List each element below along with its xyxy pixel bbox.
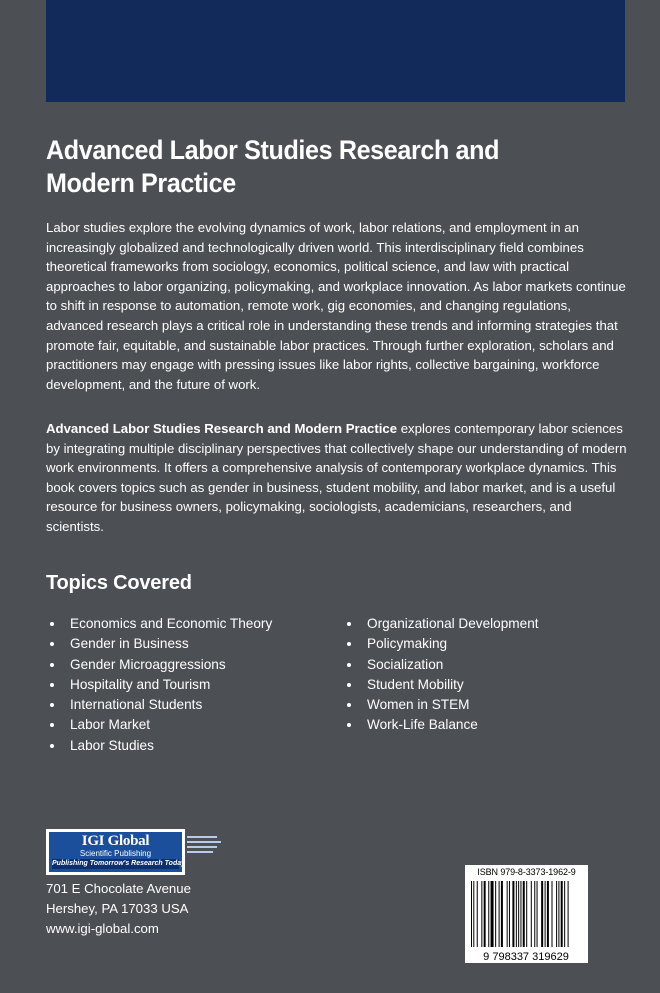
barcode-bar [516, 881, 517, 947]
barcode-bar [531, 881, 532, 947]
topic-item: Economics and Economic Theory [46, 614, 272, 634]
barcode-bars [465, 879, 588, 963]
description-body: explores contemporary labor sciences by integrating multiple disciplinary perspectives that collectively shape our understanding of modern work environments. It offers a comprehensive analysis of contemporary workplace dynamics. This book covers topics such as gender in business, student mobility, and labor market, and is a useful resource for business owners, policymaking, sociologists, academicians, researchers, and scientists. [46, 421, 627, 534]
barcode-bar [520, 881, 521, 947]
publisher-tagline: Publishing Tomorrow's Research Today [52, 860, 186, 867]
top-color-band [46, 0, 625, 102]
description-book-title: Advanced Labor Studies Research and Modern Practice [46, 421, 398, 436]
topic-item: Student Mobility [343, 675, 539, 695]
book-title: Advanced Labor Studies Research and Modern Practice [46, 135, 500, 198]
barcode-bar [561, 881, 563, 947]
barcode-bar [523, 881, 525, 947]
topic-item: Hospitality and Tourism [46, 675, 272, 695]
topic-item: Gender in Business [46, 634, 272, 654]
barcode-bar [477, 881, 478, 947]
barcode-bar [488, 881, 489, 947]
publisher-subtitle: Scientific Publishing [79, 849, 152, 858]
topic-item: Labor Market [46, 715, 272, 735]
description-paragraph-2 [46, 419, 628, 537]
topic-item: Organizational Development [343, 614, 539, 634]
barcode-bar [534, 881, 535, 947]
address-street: 701 E Chocolate Avenue [46, 881, 191, 896]
barcode-bar [568, 881, 569, 947]
barcode-bar [564, 881, 565, 947]
publisher-name: IGI Global [81, 833, 150, 849]
barcode-bar [547, 881, 549, 947]
topic-item: Women in STEM [343, 695, 539, 715]
barcode-bar [552, 881, 553, 947]
publisher-logo [46, 829, 216, 877]
barcode-bar [512, 881, 514, 947]
barcode-bar [558, 881, 559, 947]
isbn-label: ISBN 979-8-3373-1962-9 [477, 867, 576, 877]
barcode-bar [509, 881, 510, 947]
topic-item: Policymaking [343, 634, 539, 654]
barcode-bar [526, 881, 527, 947]
barcode-bar [473, 881, 474, 947]
address-city: Hershey, PA 17033 USA [46, 901, 189, 916]
barcode-bar [541, 881, 543, 947]
topics-list-left [46, 614, 272, 756]
barcode-bar [518, 881, 519, 947]
barcode-bar [537, 881, 538, 947]
barcode-bar [499, 881, 500, 947]
topic-item: Gender Microaggressions [46, 655, 272, 675]
barcode-bar [556, 881, 557, 947]
topics-heading: Topics Covered [46, 572, 192, 594]
publisher-address [46, 879, 191, 939]
barcode-bar [471, 881, 472, 947]
barcode-bar [484, 881, 486, 947]
logo-stripes [187, 836, 221, 856]
barcode-bar [481, 881, 482, 947]
topic-item: Labor Studies [46, 736, 272, 756]
topic-item: Socialization [343, 655, 539, 675]
topic-item: International Students [46, 695, 272, 715]
description-paragraph-1: Labor studies explore the evolving dynamics of work, labor relations, and employment in an increasingly globalized and technologically driven world. This interdisciplinary field combines theoretical frameworks from sociology, economics, political science, and law with practical approaches to labor organizing, policymaking, and workplace innovation. As labor markets continue to shift in response to automation, remote work, gig economies, and changing regulations, advanced research plays a critical role in understanding these trends and informing strategies that promote fair, equitable, and sustainable labor practices. Through further exploration, scholars and practitioners may engage with pressing issues like labor rights, collective bargaining, workforce development, and the future of work. [46, 220, 626, 392]
barcode-bar [545, 881, 546, 947]
topics-list-right [343, 614, 539, 736]
barcode-digits: 9 798337 319629 [483, 951, 569, 963]
barcode-bar [507, 881, 508, 947]
topic-item: Work-Life Balance [343, 715, 539, 735]
publisher-website: www.igi-global.com [46, 921, 159, 936]
isbn-barcode [465, 865, 588, 963]
barcode-bar [501, 881, 503, 947]
barcode-bar [491, 881, 494, 947]
barcode-bar [495, 881, 496, 947]
